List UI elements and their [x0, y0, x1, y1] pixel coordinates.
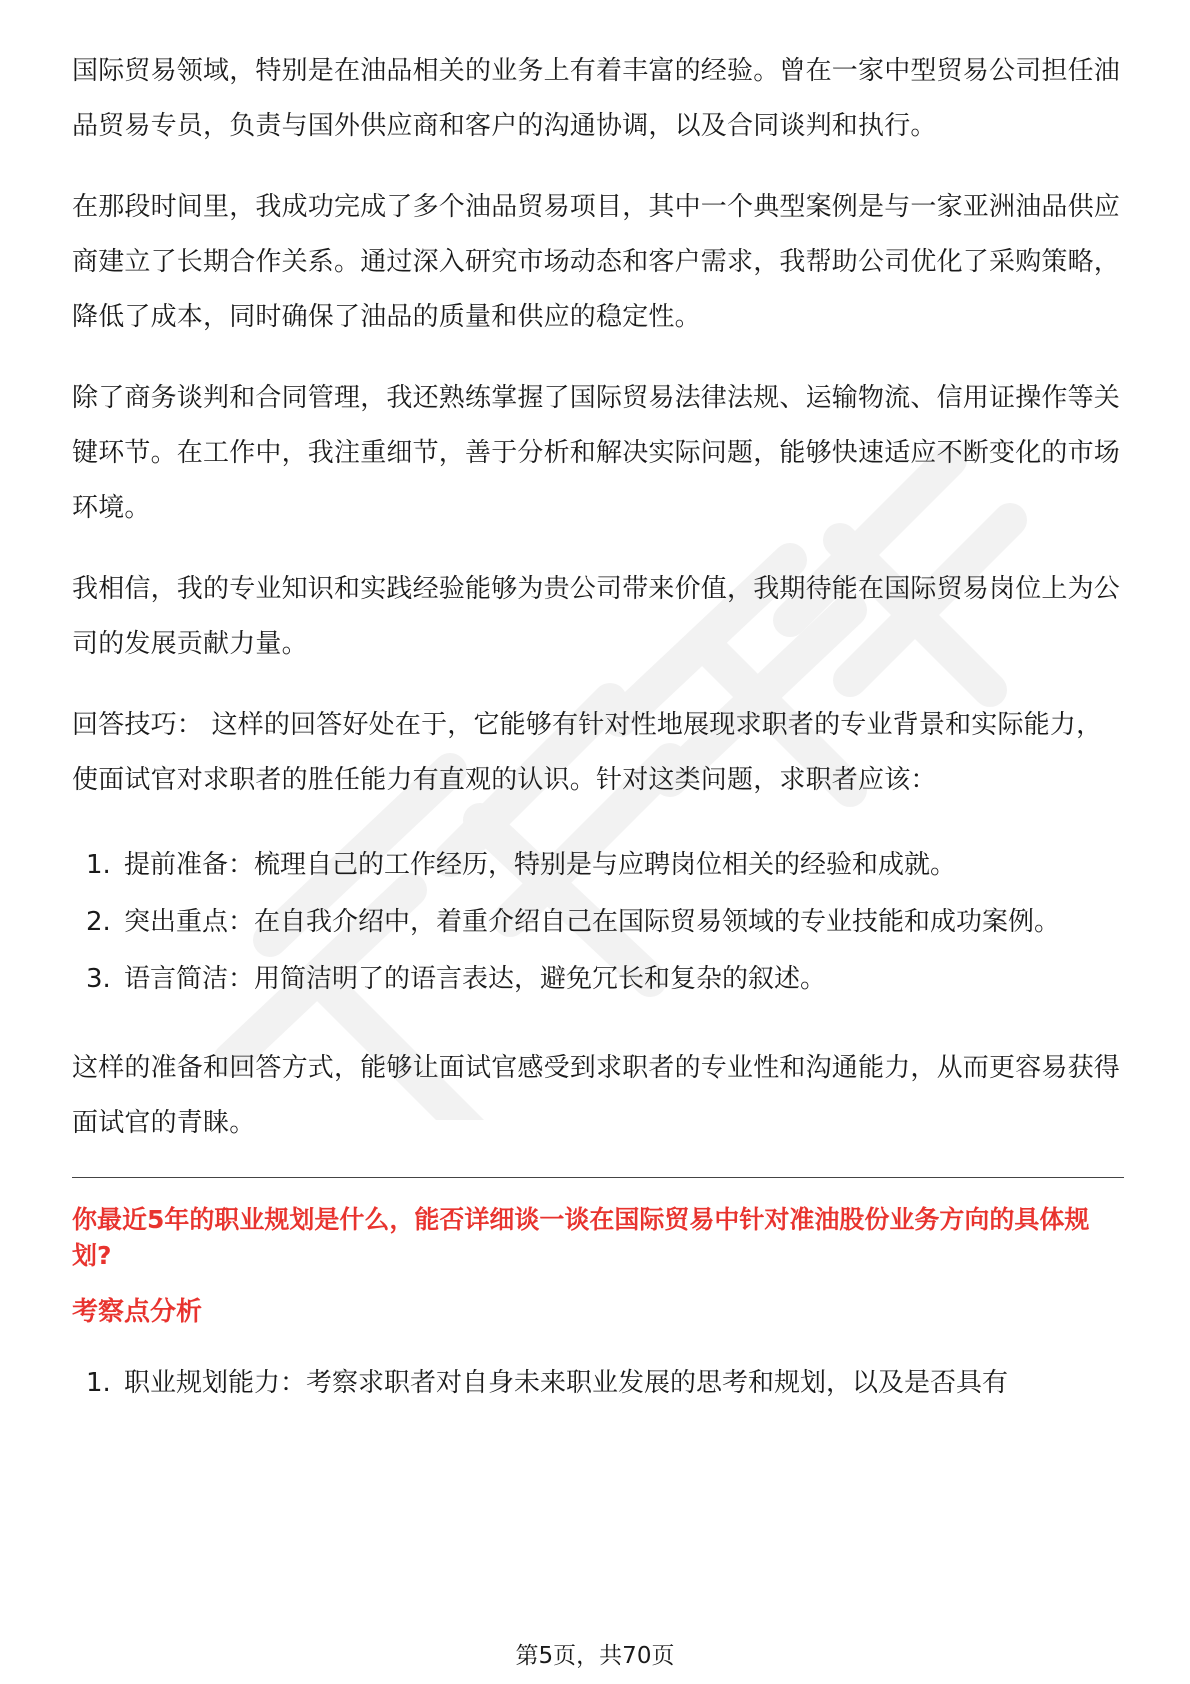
- section-divider: [72, 1177, 1124, 1178]
- list-item-text: 突出重点：在自我介绍中，着重介绍自己在国际贸易领域的专业技能和成功案例。: [124, 907, 1061, 937]
- list-item: [72, 895, 1124, 950]
- list-item: [72, 952, 1124, 1007]
- main-content: [72, 44, 1124, 1445]
- list-item-text: 提前准备：梳理自己的工作经历，特别是与应聘岗位相关的经验和成就。: [124, 850, 957, 880]
- list-item-text: 语言简洁：用简洁明了的语言表达，避免冗长和复杂的叙述。: [124, 964, 827, 994]
- list-item-text: 职业规划能力：考察求职者对自身未来职业发展的思考和规划，以及是否具有: [124, 1368, 1009, 1398]
- analysis-heading: 考察点分析: [72, 1297, 203, 1327]
- list-item-number: 1.: [86, 1368, 111, 1398]
- analysis-list: [72, 1356, 1124, 1411]
- list-item-number: 1.: [86, 850, 111, 880]
- answer-paragraph-3: 除了商务谈判和合同管理，我还熟练掌握了国际贸易法律法规、运输物流、信用证操作等关键环节。在工作中，我注重细节，善于分析和解决实际问题，能够快速适应不断变化的市场环境。: [72, 383, 1121, 523]
- list-item: [72, 1356, 1124, 1411]
- list-item-number: 2.: [86, 907, 111, 937]
- page-footer: 第5页，共70页: [515, 1643, 675, 1669]
- closing-paragraph: 这样的准备和回答方式，能够让面试官感受到求职者的专业性和沟通能力，从而更容易获得面试官的青睐。: [72, 1053, 1121, 1138]
- list-item: [72, 838, 1124, 893]
- answer-tips-intro: 回答技巧： 这样的回答好处在于，它能够有针对性地展现求职者的专业背景和实际能力，使面试官对求职者的胜任能力有直观的认识。针对这类问题，求职者应该：: [72, 710, 1103, 795]
- answer-paragraph-2: 在那段时间里，我成功完成了多个油品贸易项目，其中一个典型案例是与一家亚洲油品供应商建立了长期合作关系。通过深入研究市场动态和客户需求，我帮助公司优化了采购策略，降低了成本，同时确保了油品的质量和供应的稳定性。: [72, 192, 1121, 332]
- interview-question: 你最近5年的职业规划是什么，能否详细谈一谈在国际贸易中针对准油股份业务方向的具体规划?: [72, 1205, 1090, 1270]
- tips-list: [72, 838, 1124, 1007]
- answer-paragraph-4: 我相信，我的专业知识和实践经验能够为贵公司带来价值，我期待能在国际贸易岗位上为公司的发展贡献力量。: [72, 574, 1121, 659]
- list-item-number: 3.: [86, 964, 111, 994]
- answer-paragraph-1: 国际贸易领域，特别是在油品相关的业务上有着丰富的经验。曾在一家中型贸易公司担任油品贸易专员，负责与国外供应商和客户的沟通协调，以及合同谈判和执行。: [72, 56, 1121, 141]
